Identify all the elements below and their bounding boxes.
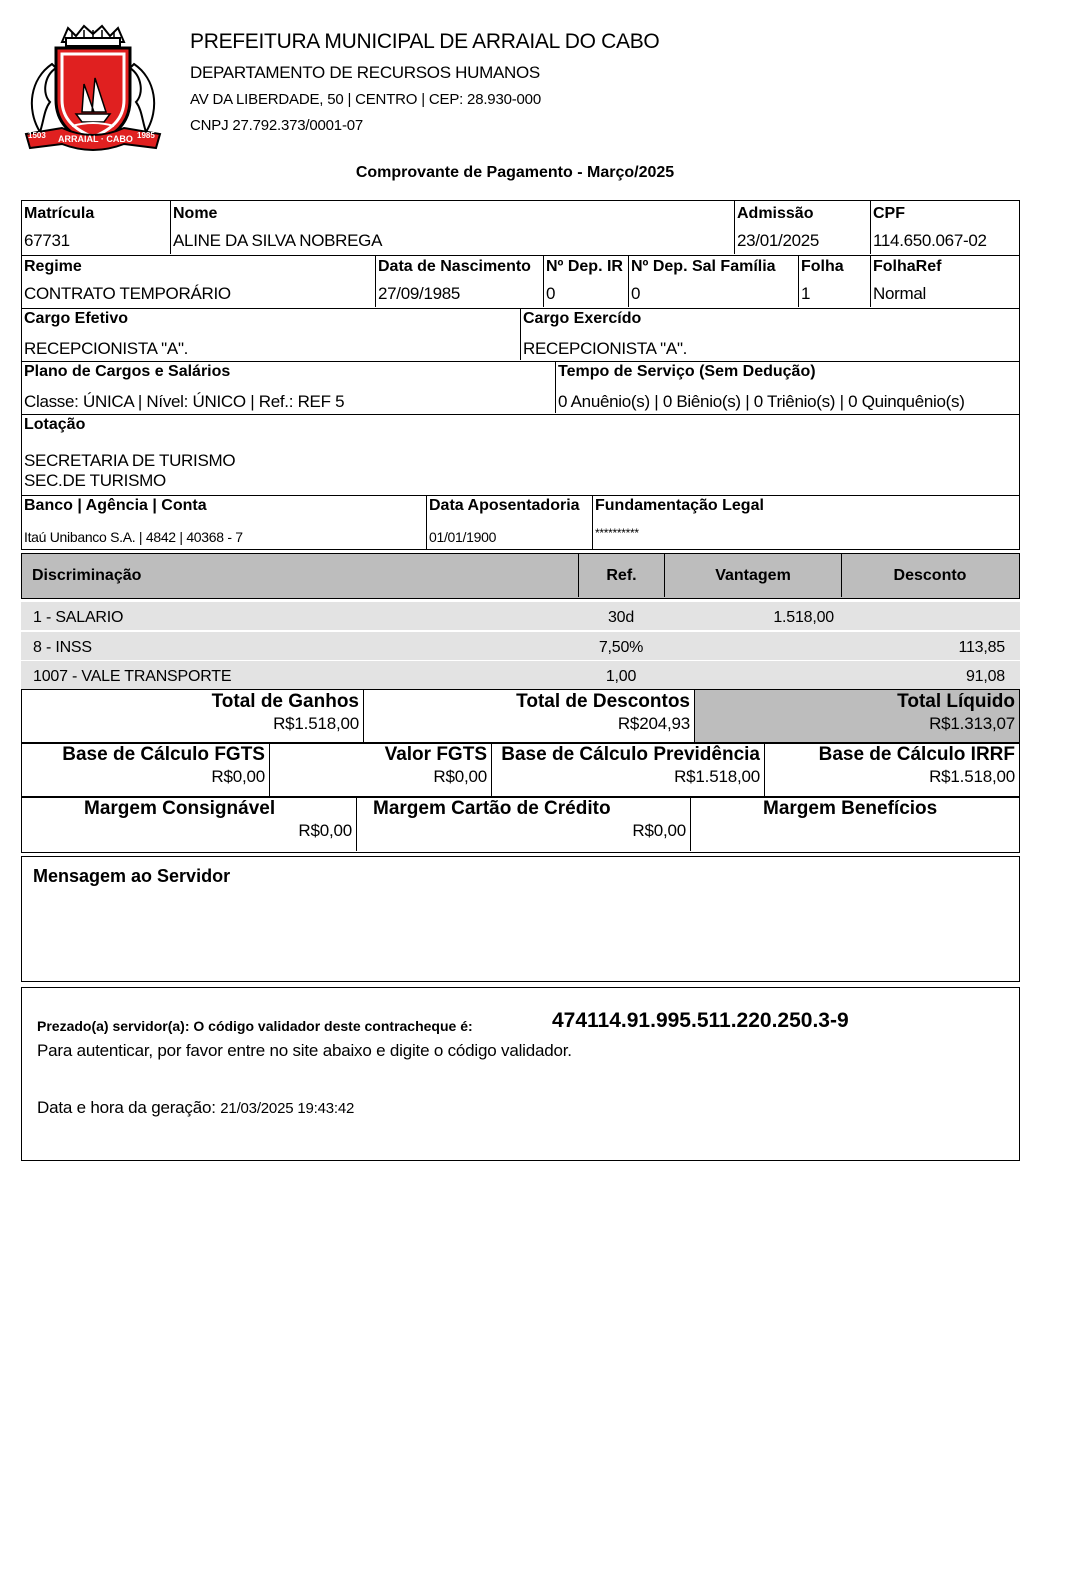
margins-row (21, 796, 1020, 853)
employee-info-box (21, 200, 1020, 550)
dep-ir-label: Nº Dep. IR (546, 258, 623, 275)
lotacao-value-2: SEC.DE TURISMO (24, 471, 166, 490)
col-ref-header (579, 554, 665, 597)
totals-row (21, 689, 1020, 744)
generation-datetime (37, 1098, 354, 1118)
discriminacao-header-label: Discriminação (32, 567, 142, 584)
total-liquido-value: R$1.313,07 (929, 714, 1015, 733)
dep-ir-value: 0 (546, 284, 556, 303)
margem-cartao-label: Margem Cartão de Crédito (373, 798, 611, 819)
cell-cargo-exercido (521, 309, 1019, 360)
valor-fgts-value: R$0,00 (433, 767, 487, 786)
col-discriminacao-header (22, 554, 579, 597)
nascimento-label: Data de Nascimento (378, 258, 531, 275)
info-row-6 (22, 496, 1019, 549)
vantagem-header-label: Vantagem (715, 567, 791, 584)
table-row (21, 602, 1020, 630)
margem-cartao-cell (357, 797, 691, 851)
col-vantagem-header (665, 554, 842, 597)
cargo-exercido-label: Cargo Exercído (523, 310, 642, 327)
fundamentacao-label: Fundamentação Legal (595, 497, 764, 514)
margem-benef-label: Margem Benefícios (763, 798, 938, 819)
cargo-efetivo-label: Cargo Efetivo (24, 310, 129, 327)
item-ref: 1,00 (605, 668, 637, 685)
base-fgts-label: Base de Cálculo FGTS (62, 744, 265, 765)
auth-instructions: Para autenticar, por favor entre no site abaixo e digite o código validador. (37, 1041, 572, 1060)
plano-label: Plano de Cargos e Salários (24, 363, 231, 380)
validator-label: Prezado(a) servidor(a): O código validador deste contracheque é: (37, 1018, 473, 1034)
admissao-label: Admissão (737, 205, 814, 222)
info-row-2 (22, 256, 1019, 309)
base-irrf-value: R$1.518,00 (929, 767, 1015, 786)
lotacao-label: Lotação (24, 416, 86, 433)
info-row-1 (22, 201, 1019, 256)
cargo-efetivo-value: RECEPCIONISTA "A". (24, 339, 189, 358)
generation-timestamp: 21/03/2025 19:43:42 (220, 1100, 355, 1117)
table-row (21, 661, 1020, 689)
cargo-exercido-value: RECEPCIONISTA "A". (523, 339, 688, 358)
tempo-servico-value: 0 Anuênio(s) | 0 Biênio(s) | 0 Triênio(s) | 0 Quinquênio(s) (558, 392, 965, 411)
cell-dep-ir (544, 256, 629, 307)
cell-plano (22, 362, 556, 413)
nome-value: ALINE DA SILVA NOBREGA (173, 231, 383, 250)
base-irrf-label: Base de Cálculo IRRF (818, 744, 1015, 765)
items-table-header (21, 553, 1020, 599)
cell-aposentadoria (427, 496, 593, 549)
department-name: DEPARTAMENTO DE RECURSOS HUMANOS (190, 63, 540, 82)
item-desconto: 91,08 (965, 668, 1005, 685)
base-prev-cell (492, 743, 765, 796)
admissao-value: 23/01/2025 (737, 231, 820, 250)
cell-nascimento (376, 256, 544, 307)
item-discriminacao: 1 - SALARIO (33, 609, 124, 626)
total-liquido-cell (695, 690, 1019, 742)
lotacao-value-1: SECRETARIA DE TURISMO (24, 451, 236, 470)
item-ref: 7,50% (598, 639, 644, 656)
valor-fgts-cell (270, 743, 492, 796)
margem-consig-cell (22, 797, 357, 851)
nome-label: Nome (173, 205, 218, 222)
cell-cpf (871, 201, 1019, 254)
total-descontos-value: R$204,93 (617, 714, 690, 733)
matricula-label: Matrícula (24, 205, 95, 222)
cpf-label: CPF (873, 205, 905, 222)
folha-label: Folha (801, 258, 844, 275)
ref-header-label: Ref. (606, 567, 637, 584)
regime-label: Regime (24, 258, 82, 275)
coat-of-arms-year-left: 1503 (28, 131, 46, 140)
plano-value: Classe: ÚNICA | Nível: ÚNICO | Ref.: REF 5 (24, 392, 345, 411)
dep-sal-label: Nº Dep. Sal Família (631, 258, 776, 275)
total-descontos-label: Total de Descontos (516, 691, 690, 712)
total-liquido-label: Total Líquido (897, 691, 1015, 712)
org-address: AV DA LIBERDADE, 50 | CENTRO | CEP: 28.930-000 (190, 91, 541, 108)
nascimento-value: 27/09/1985 (378, 284, 461, 303)
item-discriminacao: 8 - INSS (33, 639, 92, 656)
validation-box (21, 987, 1020, 1161)
cpf-value: 114.650.067-02 (873, 231, 987, 250)
item-vantagem: 1.518,00 (773, 609, 834, 626)
cell-tempo-servico (556, 362, 1019, 413)
info-row-4 (22, 362, 1019, 415)
coat-of-arms-motto: ARRAIAL · CABO (58, 134, 133, 144)
item-desconto: 113,85 (958, 639, 1005, 656)
banco-value: Itaú Unibanco S.A. | 4842 | 40368 - 7 (24, 529, 243, 545)
cell-cargo-efetivo (22, 309, 521, 360)
margem-benef-cell (691, 797, 1019, 851)
valor-fgts-label: Valor FGTS (384, 744, 487, 765)
total-ganhos-value: R$1.518,00 (273, 714, 359, 733)
cell-admissao (735, 201, 871, 254)
cell-nome (171, 201, 735, 254)
margem-cartao-value: R$0,00 (632, 821, 686, 840)
base-fgts-cell (22, 743, 270, 796)
folharef-label: FolhaRef (873, 258, 942, 275)
matricula-value: 67731 (24, 231, 70, 250)
cell-regime (22, 256, 376, 307)
base-irrf-cell (765, 743, 1019, 796)
aposentadoria-value: 01/01/1900 (429, 529, 497, 545)
cell-folha (799, 256, 871, 307)
table-row (21, 632, 1020, 660)
total-ganhos-cell (22, 690, 364, 742)
margem-consig-label: Margem Consignável (84, 798, 276, 819)
margem-consig-value: R$0,00 (298, 821, 352, 840)
coat-of-arms-year-right: 1985 (137, 131, 155, 140)
base-fgts-value: R$0,00 (211, 767, 265, 786)
cell-banco (22, 496, 427, 549)
banco-label: Banco | Agência | Conta (24, 497, 207, 514)
org-name: PREFEITURA MUNICIPAL DE ARRAIAL DO CABO (190, 30, 660, 53)
item-discriminacao: 1007 - VALE TRANSPORTE (33, 668, 232, 685)
total-ganhos-label: Total de Ganhos (211, 691, 359, 712)
cell-folharef (871, 256, 1019, 307)
generation-label: Data e hora da geração: (37, 1098, 221, 1117)
item-ref: 30d (607, 609, 635, 626)
info-row-5 (22, 415, 1019, 496)
cell-dep-sal (629, 256, 799, 307)
base-prev-value: R$1.518,00 (674, 767, 760, 786)
cell-fundamentacao (593, 496, 1019, 549)
message-title: Mensagem ao Servidor (33, 866, 231, 886)
col-desconto-header (842, 554, 1018, 597)
org-cnpj: CNPJ 27.792.373/0001-07 (190, 117, 364, 134)
base-prev-label: Base de Cálculo Previdência (501, 744, 760, 765)
regime-value: CONTRATO TEMPORÁRIO (24, 284, 231, 303)
tempo-servico-label: Tempo de Serviço (Sem Dedução) (558, 363, 816, 380)
fgts-row (21, 742, 1020, 798)
folha-value: 1 (801, 284, 811, 303)
validator-code: 474114.91.995.511.220.250.3-9 (552, 1009, 849, 1032)
cell-matricula (22, 201, 171, 254)
dep-sal-value: 0 (631, 284, 641, 303)
desconto-header-label: Desconto (893, 567, 967, 584)
fundamentacao-value: ********** (595, 526, 639, 540)
total-descontos-cell (364, 690, 695, 742)
document-title: Comprovante de Pagamento - Março/2025 (355, 164, 675, 181)
folharef-value: Normal (873, 284, 926, 303)
aposentadoria-label: Data Aposentadoria (429, 497, 580, 514)
info-row-3 (22, 309, 1019, 362)
